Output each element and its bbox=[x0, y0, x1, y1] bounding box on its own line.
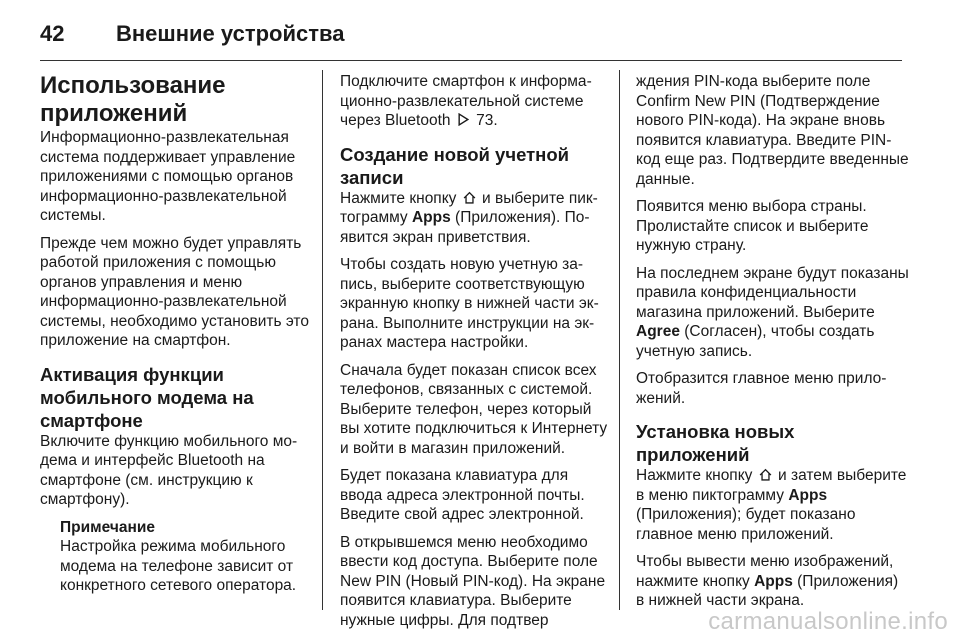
text-span: (Приложения) в нижней части экрана. bbox=[636, 572, 899, 609]
paragraph: Включите функцию мобильного модема и интерфейс Bluetooth на смартфоне (см. инструкцию к смартфону). bbox=[40, 432, 298, 508]
text-span: Подключите смартфон к информационно-развлекательной системе через Bluetooth bbox=[340, 73, 592, 129]
text-span: Чтобы вывести меню изображений, нажмите кнопку bbox=[636, 553, 894, 590]
apps-term: Apps bbox=[411, 209, 451, 226]
watermark: carmanualsonline.info bbox=[708, 608, 948, 635]
paragraph bbox=[340, 72, 614, 131]
agree-term: Agree bbox=[636, 323, 680, 340]
heading-create-account: Создание новой учетной записи bbox=[340, 143, 570, 188]
apps-term: Apps bbox=[754, 572, 793, 590]
heading-using-apps: Использование приложений bbox=[40, 72, 226, 127]
paragraph: Чтобы создать новую учетную запись, выберите соответствующую экранную кнопку в нижней части экрана. Выполните инструкции на экранах мастера настройки. bbox=[340, 256, 599, 351]
paragraph: Информационно-развлекательная система поддерживает управление приложениями с помощью органов информационно-развлекательной системы. bbox=[40, 129, 296, 224]
paragraph bbox=[636, 264, 910, 362]
paragraph: Появится меню выбора страны. Пролистайте список и выберите нужную страну. bbox=[636, 198, 869, 254]
column-divider-2 bbox=[619, 70, 620, 610]
apps-term: Apps bbox=[788, 486, 828, 504]
home-icon bbox=[463, 191, 476, 204]
section-title: Внешние устройства bbox=[116, 21, 345, 46]
paragraph bbox=[636, 466, 910, 544]
heading-hotspot-activation: Активация функции мобильного модема на смартфоне bbox=[40, 363, 254, 431]
text-span: Нажмите кнопку bbox=[636, 467, 757, 484]
column-3 bbox=[636, 70, 910, 611]
paragraph: В открывшемся меню необходимо ввести код доступа. Выберите поле New PIN (Новый PIN-код). На экране появится клавиатура. Выберите нужные цифры. Для подтвер bbox=[340, 533, 606, 629]
paragraph bbox=[340, 189, 614, 248]
home-icon bbox=[759, 468, 772, 481]
paragraph: Отобразится главное меню приложений. bbox=[636, 370, 887, 407]
note-text: Настройка режима мобильного модема на телефоне зависит от конкретного сетевого оператора. bbox=[60, 538, 297, 594]
paragraph: Будет показана клавиатура для ввода адреса электронной почты. Введите свой адрес электронной. bbox=[340, 467, 585, 523]
text-span: (Приложения); будет показано главное меню приложений. bbox=[636, 506, 856, 543]
header-divider bbox=[40, 60, 902, 61]
text-span: и затем выберите в меню пиктограмму bbox=[636, 467, 907, 504]
page-reference-link[interactable]: 73. bbox=[476, 112, 498, 129]
text-span: (Приложения). Появится экран приветствия. bbox=[340, 209, 590, 246]
note-title: Примечание bbox=[60, 518, 155, 536]
page-reference-arrow-icon bbox=[457, 113, 470, 126]
column-1 bbox=[40, 70, 314, 596]
paragraph: Прежде чем можно будет управлять работой приложения с помощью органов управления и меню информационно-развлекательной системы, необходимо установить это приложение на смартфон. bbox=[40, 234, 309, 349]
page-number: 42 bbox=[40, 21, 65, 46]
paragraph: ждения PIN-кода выберите поле Confirm New PIN (Подтверждение нового PIN-кода). На экране вновь появится клавиатура. Введите PIN-код еще раз. Подтвердите введенные данные. bbox=[636, 73, 909, 188]
paragraph bbox=[636, 552, 910, 611]
paragraph: Сначала будет показан список всех телефонов, связанных с системой. Выберите телефон, через который вы хотите подключиться к Интернету и войти в магазин приложений. bbox=[340, 361, 608, 457]
column-divider-1 bbox=[322, 70, 323, 610]
heading-install-apps: Установка новых приложений bbox=[636, 421, 795, 465]
column-2 bbox=[340, 70, 614, 630]
note-box bbox=[40, 518, 314, 596]
text-span: На последнем экране будут показаны правила конфиденциальности магазина приложений. Выберите bbox=[636, 264, 909, 321]
page-header bbox=[40, 14, 920, 54]
text-span: Нажмите кнопку bbox=[340, 189, 461, 207]
text-span: (Согласен), чтобы создать учетную запись. bbox=[636, 323, 875, 360]
text-span: и выберите пиктограмму bbox=[340, 189, 598, 226]
